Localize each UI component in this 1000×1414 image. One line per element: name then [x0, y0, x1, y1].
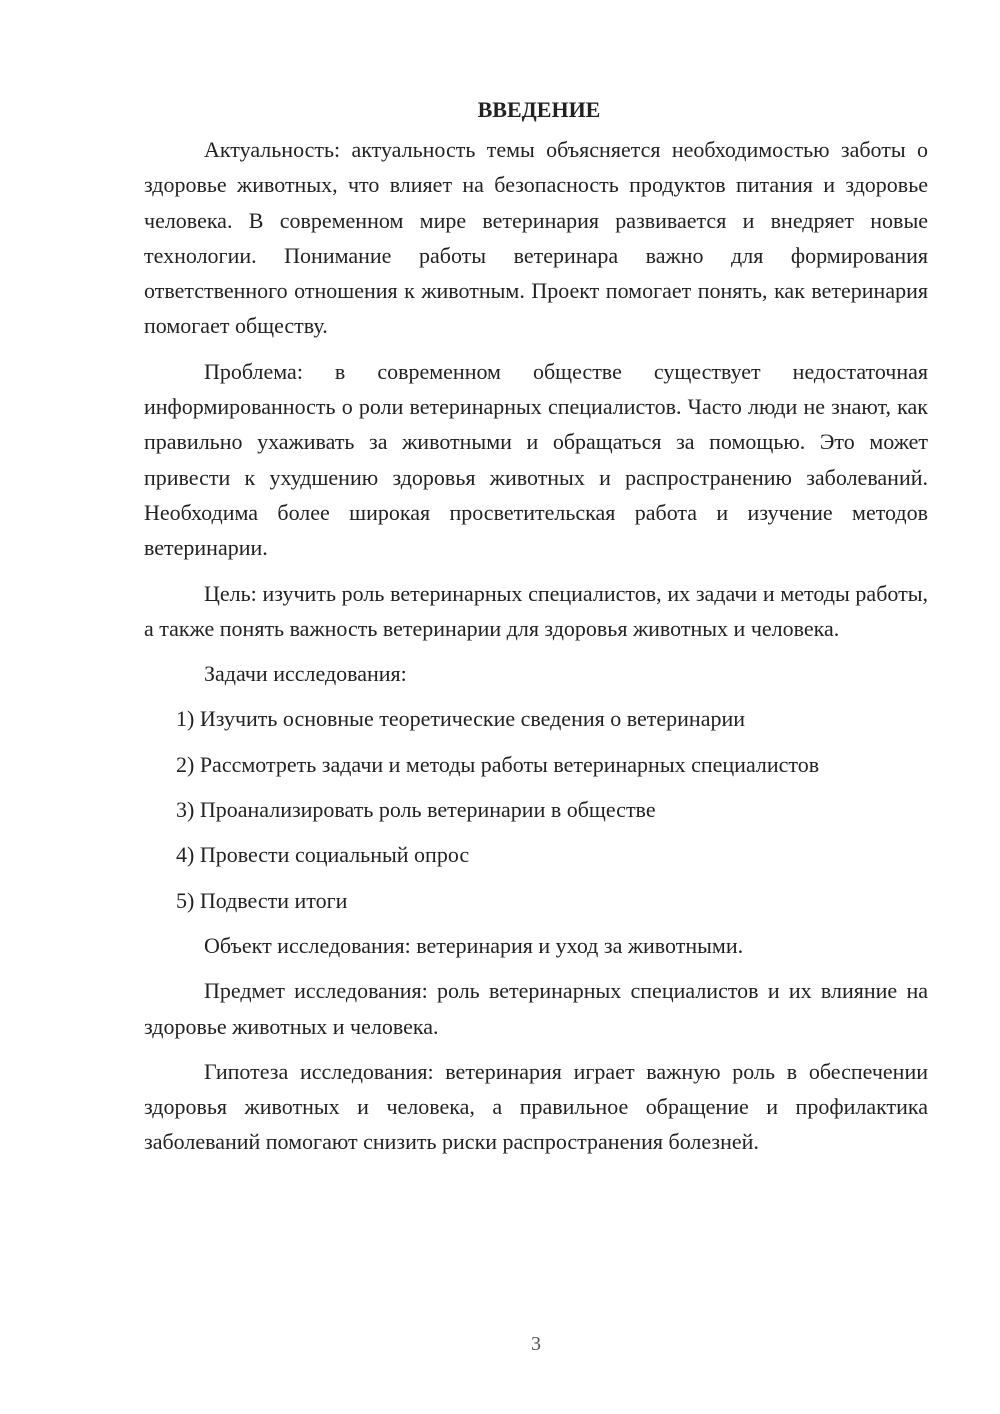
document-page [144, 92, 928, 1170]
list-item: 1) Изучить основные теоретические сведения о ветеринарии [176, 706, 746, 732]
paragraph-relevance: Актуальность: актуальность темы объясняется необходимостью заботы о здоровье животных, что влияет на безопасность продуктов питания и здоровье человека. В современном мире ветеринария развивается и внедряет новые технологии. Понимание работы ветеринара важно для формирования ответственного отношения к животным. Проект помогает понять, как ветеринария помогает обществу. [144, 137, 928, 339]
tasks-list [144, 701, 928, 917]
list-item: 5) Подвести итоги [176, 887, 348, 913]
paragraph-tasks-intro: Задачи исследования: [204, 661, 407, 687]
page-number: 3 [531, 1333, 541, 1355]
paragraph-goal: Цель: изучить роль ветеринарных специалистов, их задачи и методы работы, а также понять важность ветеринарии для здоровья животных и человека. [144, 580, 928, 641]
list-item: 3) Проанализировать роль ветеринарии в обществе [176, 797, 656, 823]
paragraph-hypothesis: Гипотеза исследования: ветеринария играет важную роль в обеспечении здоровья животных и человека, а правильное обращение и профилактика заболеваний помогают снизить риски распространения болезней. [144, 1058, 928, 1155]
paragraph-subject: Предмет исследования: роль ветеринарных специалистов и их влияние на здоровье животных и человека. [144, 978, 928, 1039]
paragraph-object: Объект исследования: ветеринария и уход за животными. [204, 932, 744, 958]
paragraph-problem: Проблема: в современном обществе существует недостаточная информированность о роли ветеринарных специалистов. Часто люди не знают, как правильно ухаживать за животными и обращаться за помощью. Это может привести к ухудшению здоровья животных и распространению заболеваний. Необходима более широкая просветительская работа и изучение методов ветеринарии. [144, 358, 928, 561]
list-item: 2) Рассмотреть задачи и методы работы ветеринарных специалистов [176, 751, 820, 777]
page-title: ВВЕДЕНИЕ [477, 97, 601, 122]
list-item: 4) Провести социальный опрос [176, 842, 470, 868]
